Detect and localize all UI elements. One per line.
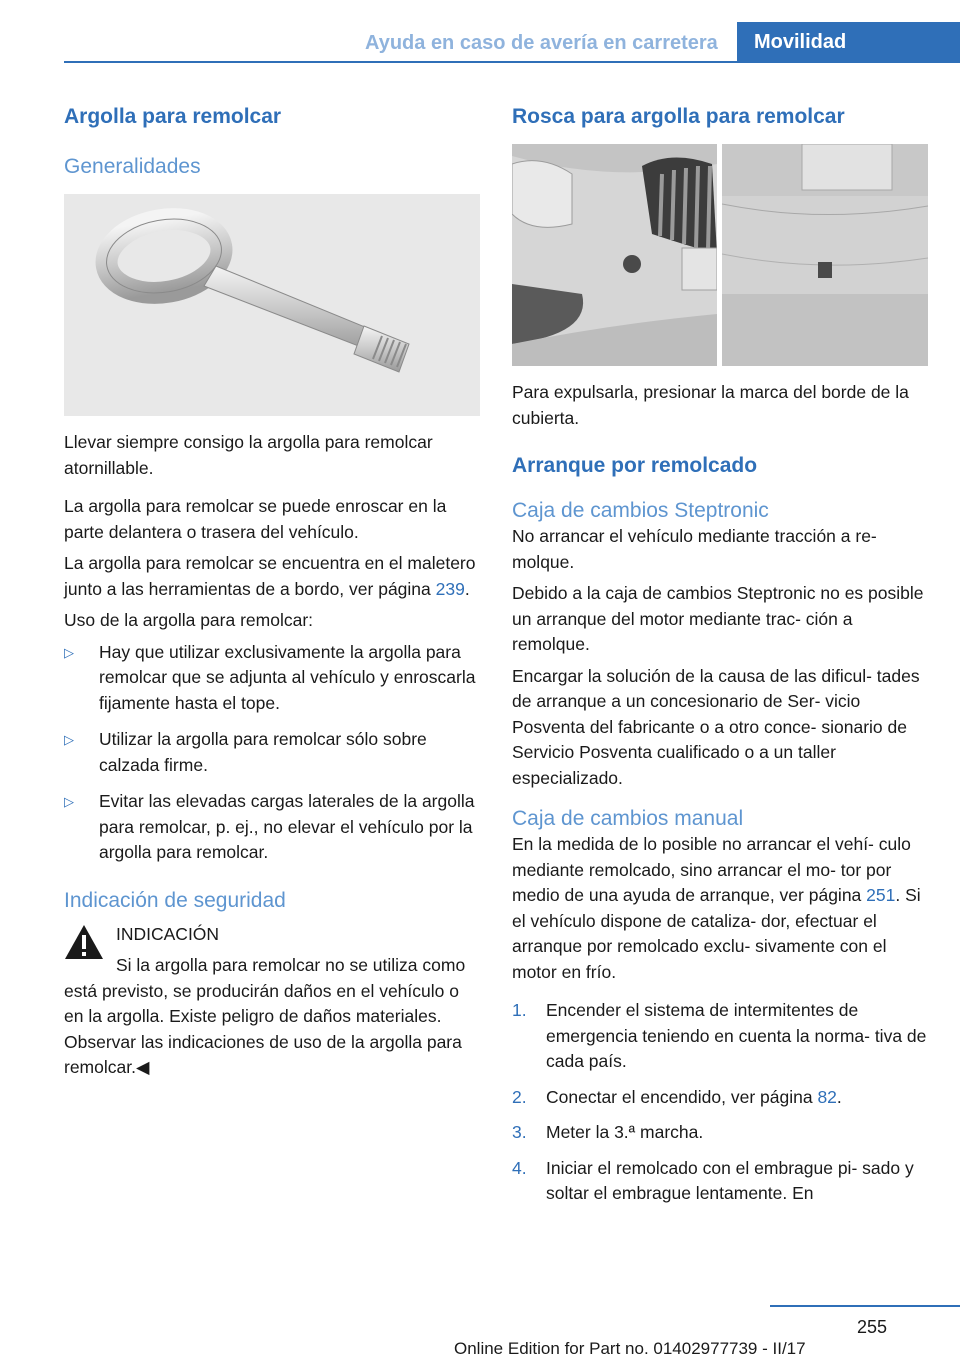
triangle-bullet-icon: ▷ [64,794,74,809]
page-link-239[interactable]: 239 [435,578,465,599]
left-column [64,100,480,1081]
list-item: 3. Meter la 3.ª marcha. [512,1122,704,1142]
paragraph-expulsar: Para expulsarla, presionar la marca del borde de la cubierta. [512,382,909,428]
right-column [512,100,928,1207]
heading-rosca: Rosca para argolla para remolcar [512,105,845,128]
heading-steptronic: Caja de cambios Steptronic [512,499,769,522]
paragraph-manual: En la medida de lo posible no arrancar el vehí‐ culo mediante remolcado, sino arrancar el mo‐ tor por medio de una ayuda de arranque, ver página 251. Si el vehículo dispone de cataliza‐ dor, efectuar el arranque por remolcado exclu‐ sivamente con el motor en frío. [512,834,921,982]
paragraph-llevar: Llevar siempre consigo la argolla para remolcar atornillable. [64,432,433,478]
list-item: 2. Conectar el encendido, ver página 82. [512,1086,842,1107]
towing-eye-icon [64,194,480,416]
front-bumper-photo [512,144,717,366]
steps-list [512,998,928,1207]
triangle-bullet-icon: ▷ [64,732,74,747]
triangle-bullet-icon: ▷ [64,644,74,660]
safety-notice [64,922,480,1081]
paragraph-maletero: La argolla para remolcar se encuentra en el maletero junto a las herramientas de a bordo, ver página 239. [64,553,476,599]
paragraph-steptronic-2: Debido a la caja de cambios Steptronic no es posible un arranque del motor mediante trac‐ ción a remolque. [512,583,924,654]
usage-list [64,640,480,866]
page-link-251[interactable]: 251 [866,885,896,905]
paragraph-uso: Uso de la argolla para remolcar: [64,610,314,630]
heading-generalidades: Generalidades [64,155,201,178]
edition-note: Online Edition for Part no. 01402977739 - II/17 [454,1339,806,1358]
list-item: 4. Iniciar el remolcado con el embrague pi‐ sado y soltar el embrague lentamente. En [512,1157,914,1203]
heading-seguridad: Indicación de seguridad [64,888,286,912]
header-section-title: Ayuda en caso de avería en carretera [365,32,718,54]
warning-text: Si la argolla para remolcar no se utiliza como está previsto, se producirán daños en el vehículo o en la argolla. Existe peligro de daños materiales. Observar las indicaciones de uso de la argolla para remolcar.◀ [64,955,466,1077]
header-tab-movilidad: Movilidad [737,22,960,63]
rear-bumper-photo [722,144,928,366]
heading-argolla: Argolla para remolcar [64,105,282,128]
list-item: 1. Encender el sistema de intermitentes de emergencia teniendo en cuenta la norma‐ tiva de cada país. [512,1000,927,1071]
warning-title: INDICACIÓN [116,923,220,944]
paragraph-steptronic-1: No arrancar el vehículo mediante tracción a re‐ molque. [512,526,877,572]
paragraph-enroscar: La argolla para remolcar se puede enroscar en la parte delantera o trasera del vehículo. [64,496,447,542]
page-link-82[interactable]: 82 [817,1086,837,1107]
warning-triangle-icon [64,924,104,960]
list-item: ▷ Evitar las elevadas cargas laterales de la argolla para remolcar, p. ej., no elevar el vehículo por la argolla para remolcar. [64,791,475,862]
paragraph-steptronic-3: Encargar la solución de la causa de las dificul‐ tades de arranque a un concesionario de Ser‐ vicio Posventa del fabricante o a otro conce‐ sionario de Servicio Posventa cualificado o a un taller especializado. [512,665,920,788]
list-item: ▷ Hay que utilizar exclusivamente la argolla para remolcar que se adjunta al vehículo y enroscarla fijamente hasta el tope. [64,641,476,713]
bumper-photos [512,144,928,366]
list-item: ▷ Utilizar la argolla para remolcar sólo sobre calzada firme. [64,729,427,775]
page-number: 255 [857,1317,888,1337]
towing-eye-illustration [64,194,480,416]
footer-rule [770,1305,960,1307]
heading-arranque: Arranque por remolcado [512,454,758,477]
heading-manual: Caja de cambios manual [512,807,744,830]
